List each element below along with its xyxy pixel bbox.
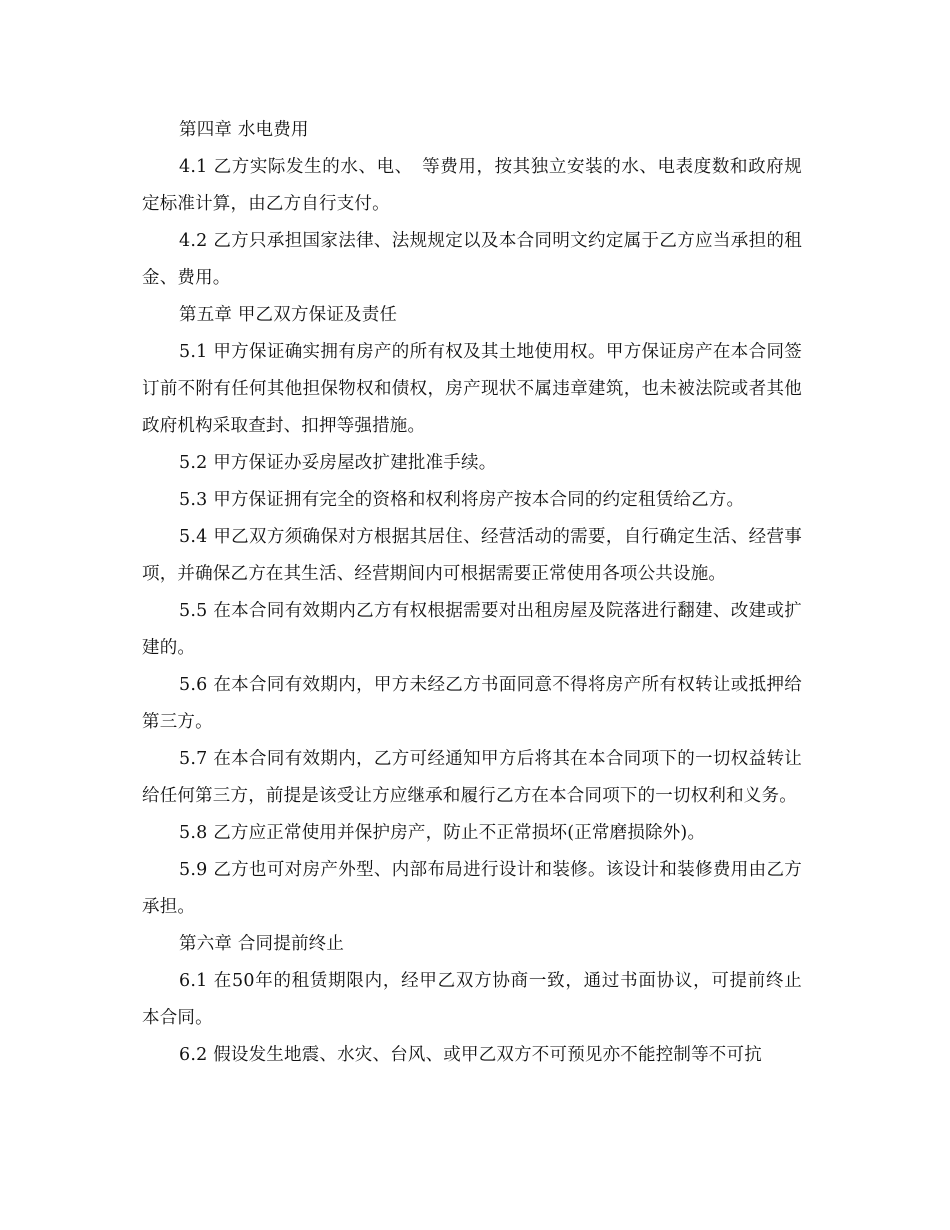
clause-4-2: 4.2 乙方只承担国家法律、法规规定以及本合同明文约定属于乙方应当承担的租金、费用。 <box>142 231 802 288</box>
clause-5-9: 5.9 乙方也可对房产外型、内部布局进行设计和装修。该设计和装修费用由乙方承担。 <box>142 860 802 917</box>
clause-5-7: 5.7 在本合同有效期内，乙方可经通知甲方后将其在本合同项下的一切权益转让给任何第三方，前提是该受让方应继承和履行乙方在本合同项下的一切权利和义务。 <box>142 749 802 806</box>
clause-5-5: 5.5 在本合同有效期内乙方有权根据需要对出租房屋及院落进行翻建、改建或扩建的。 <box>142 601 802 658</box>
clause-5-6: 5.6 在本合同有效期内，甲方未经乙方书面同意不得将房产所有权转让或抵押给第三方。 <box>142 675 802 732</box>
clause-5-1: 5.1 甲方保证确实拥有房产的所有权及其土地使用权。甲方保证房产在本合同签订前不附有任何其他担保物权和债权，房产现状不属违章建筑，也未被法院或者其他政府机构采取查封、扣押等强措施。 <box>142 342 802 436</box>
chapter-4-heading: 第四章 水电费用 <box>179 120 309 140</box>
chapter-6-heading: 第六章 合同提前终止 <box>179 934 345 954</box>
clause-5-2: 5.2 甲方保证办妥房屋改扩建批准手续。 <box>179 453 497 473</box>
clause-5-8: 5.8 乙方应正常使用并保护房产，防止不正常损坏(正常磨损除外)。 <box>179 823 706 843</box>
document-body <box>142 112 802 1074</box>
clause-5-3: 5.3 甲方保证拥有完全的资格和权利将房产按本合同的约定租赁给乙方。 <box>179 490 745 510</box>
clause-6-1: 6.1 在50年的租赁期限内，经甲乙双方协商一致，通过书面协议，可提前终止本合同。 <box>142 971 802 1028</box>
clause-4-1: 4.1 乙方实际发生的水、电、 等费用，按其独立安装的水、电表度数和政府规定标准计算，由乙方自行支付。 <box>142 157 802 214</box>
chapter-5-heading: 第五章 甲乙双方保证及责任 <box>179 305 398 325</box>
clause-6-2: 6.2 假设发生地震、水灾、台风、或甲乙双方不可预见亦不能控制等不可抗 <box>179 1045 762 1065</box>
clause-5-4: 5.4 甲乙双方须确保对方根据其居住、经营活动的需要，自行确定生活、经营事项，并确保乙方在其生活、经营期间内可根据需要正常使用各项公共设施。 <box>142 527 802 584</box>
